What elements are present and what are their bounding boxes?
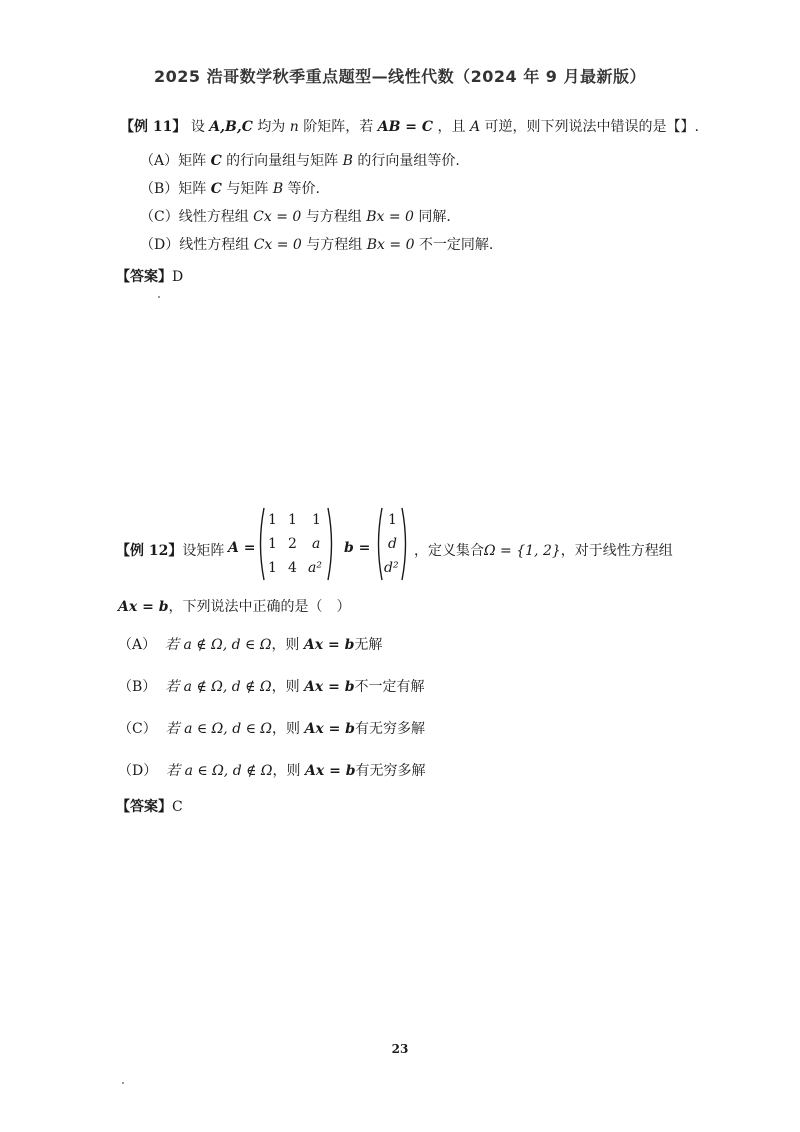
example-12-answer: 【答案】C bbox=[116, 799, 183, 815]
matrix-a-right-paren bbox=[328, 508, 332, 580]
page-number: 23 bbox=[391, 1042, 409, 1056]
matrix-a-cell: 4 bbox=[288, 560, 297, 576]
page-header: 2025 浩哥数学秋季重点题型—线性代数（2024 年 9 月最新版） bbox=[154, 67, 646, 86]
vector-b bbox=[374, 506, 410, 582]
vector-b-left-paren bbox=[379, 508, 383, 580]
example-12-option-d: （D） 若 a ∈ Ω, d ∉ Ω，则 Ax = b有无穷多解 bbox=[118, 763, 426, 779]
matrix-a bbox=[256, 506, 336, 582]
omega-set: Ω = {1, 2} bbox=[484, 543, 561, 559]
matrix-a-cell: a² bbox=[308, 560, 322, 576]
matrix-a-cell: a bbox=[312, 536, 321, 552]
example-12-tag: 【例 12】 bbox=[116, 543, 183, 559]
matrix-a-cell: 1 bbox=[268, 560, 277, 576]
example-11-option-a: （A）矩阵 C 的行向量组与矩阵 B 的行向量组等价. bbox=[140, 153, 460, 169]
example-12-option-c: （C） 若 a ∈ Ω, d ∈ Ω，则 Ax = b有无穷多解 bbox=[118, 721, 425, 737]
vector-b-cell: d² bbox=[384, 560, 399, 576]
example-11-answer: 【答案】D bbox=[116, 269, 184, 285]
example-12-stem-rest: ，定义集合Ω = {1, 2}，对于线性方程组 bbox=[414, 543, 673, 559]
example-12-stem-line2: Ax = b，下列说法中正确的是（ ） bbox=[118, 599, 351, 615]
vector-b-cell: d bbox=[388, 536, 397, 552]
example-11-stem: 【例 11】 设 A,B,C 均为 n 阶矩阵，若 AB = C ，且 A 可逆，则下列说法中错误的是【】. bbox=[120, 119, 699, 135]
scan-speck bbox=[122, 1082, 124, 1084]
example-11-tag: 【例 11】 bbox=[120, 119, 187, 135]
example-12-option-b: （B） 若 a ∉ Ω, d ∉ Ω，则 Ax = b不一定有解 bbox=[118, 679, 425, 695]
example-12-tag-and-prefix: 【例 12】设矩阵 bbox=[116, 543, 225, 559]
matrix-a-cell: 1 bbox=[288, 512, 297, 528]
example-11-option-b: （B）矩阵 C 与矩阵 B 等价. bbox=[140, 181, 321, 197]
matrix-a-cell: 2 bbox=[288, 536, 297, 552]
matrix-a-cell: 1 bbox=[268, 512, 277, 528]
example-11-option-c: （C）线性方程组 Cx = 0 与方程组 Bx = 0 同解. bbox=[140, 209, 451, 225]
matrix-a-left-paren bbox=[261, 508, 265, 580]
matrix-a-cell: 1 bbox=[268, 536, 277, 552]
matrix-a-equals: A = bbox=[228, 540, 256, 556]
scan-speck bbox=[158, 296, 160, 298]
vector-b-equals: b = bbox=[344, 540, 371, 556]
matrix-a-cell: 1 bbox=[312, 512, 321, 528]
vector-b-right-paren bbox=[402, 508, 406, 580]
vector-b-cell: 1 bbox=[388, 512, 397, 528]
example-11-option-d: （D）线性方程组 Cx = 0 与方程组 Bx = 0 不一定同解. bbox=[140, 237, 494, 253]
example-12-option-a: （A） 若 a ∉ Ω, d ∈ Ω，则 Ax = b无解 bbox=[118, 637, 383, 653]
